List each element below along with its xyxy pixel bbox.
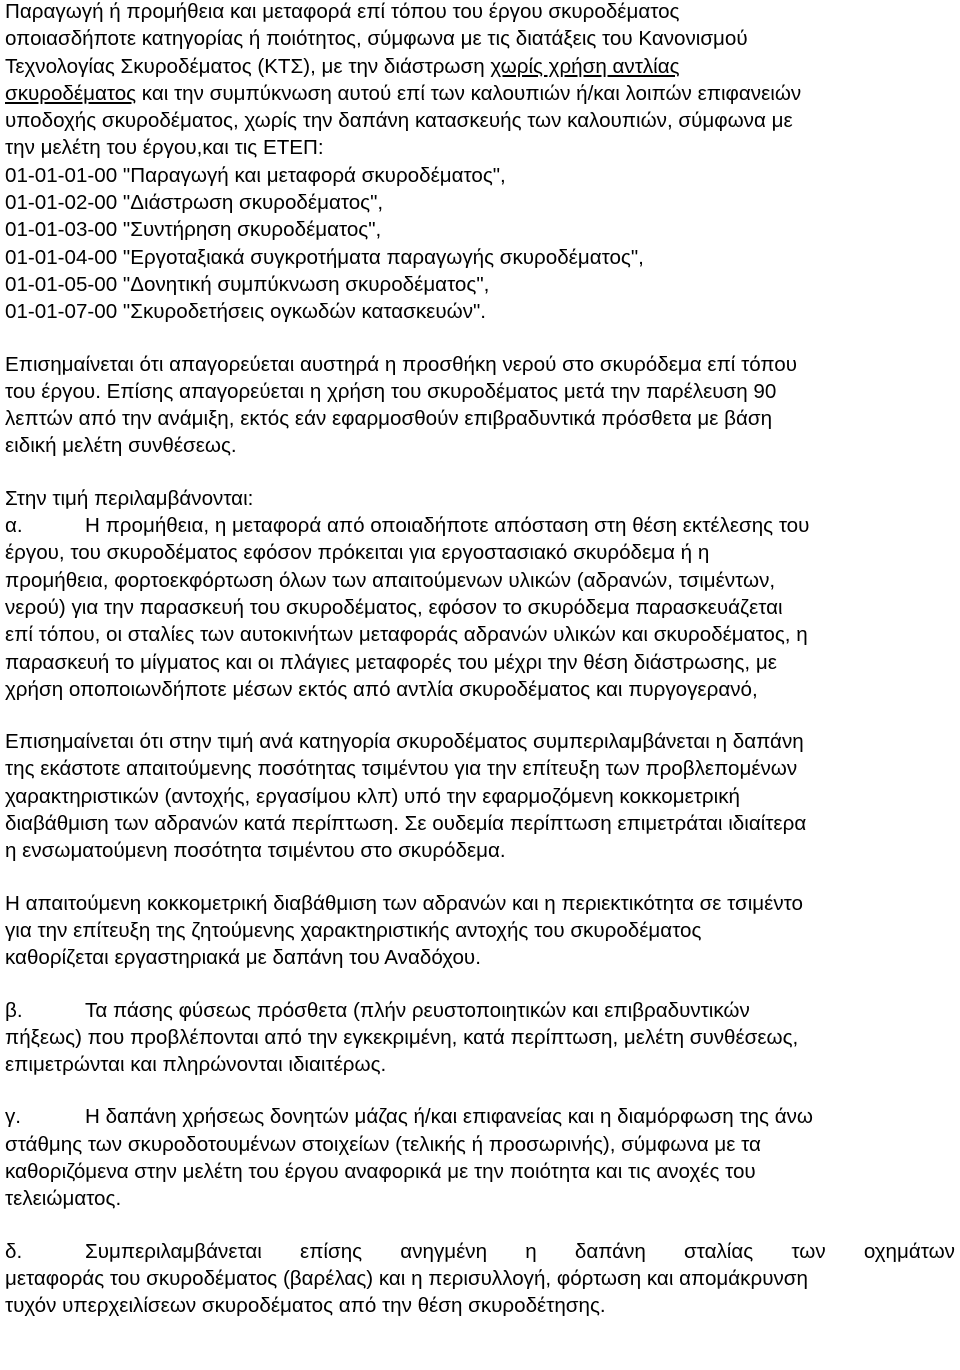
text-line: μεταφοράς του σκυροδέματος (βαρέλας) και η περισυλλογή, φόρτωση και απομάκρυνση bbox=[5, 1266, 808, 1290]
item-c bbox=[5, 1103, 955, 1212]
text-line: Επισημαίνεται ότι απαγορεύεται αυστηρά η προσθήκη νερού στο σκυρόδεμα επί τόπου bbox=[5, 352, 798, 376]
text-line: νερού) για την παρασκευή του σκυροδέματος, εφόσον το σκυρόδεμα παρασκευάζεται bbox=[5, 595, 783, 619]
spec-reference: 01-01-05-00 "Δονητική συμπύκνωση σκυροδέματος", bbox=[5, 272, 490, 296]
text-line bbox=[5, 1103, 955, 1130]
item-marker: β. bbox=[5, 998, 23, 1022]
text-line: για την επίτευξη της ζητούμενης χαρακτηριστικής αντοχής του σκυροδέματος bbox=[5, 918, 702, 942]
cement-paragraph bbox=[5, 728, 955, 864]
spec-reference: 01-01-02-00 "Διάστρωση σκυροδέματος", bbox=[5, 191, 384, 215]
word: ανηγμένη bbox=[400, 1239, 488, 1263]
text-line: παρασκευή το μίγματος και οι πλάγιες μεταφορές του μέχρι την θέση διάστρωσης, με bbox=[5, 650, 777, 674]
item-a bbox=[5, 512, 955, 703]
text-line: χρήση οποποιωνδήποτε μέσων εκτός από αντλία σκυροδέματος και πυργογερανό, bbox=[5, 677, 758, 701]
text-line: λεπτών από την ανάμιξη, εκτός εάν εφαρμοσθούν επιβραδυντικά πρόσθετα με βάση bbox=[5, 407, 773, 431]
document-page bbox=[5, 0, 955, 1319]
text-line: τελειώματος. bbox=[5, 1187, 122, 1211]
intro-paragraph bbox=[5, 0, 955, 326]
text-line: Επισημαίνεται ότι στην τιμή ανά κατηγορία σκυροδέματος συμπεριλαμβάνεται η δαπάνη bbox=[5, 730, 804, 754]
text-line: της εκάστοτε απαιτούμενης ποσότητας τσιμέντου για την επίτευξη των προβλεπομένων bbox=[5, 757, 798, 781]
text-line bbox=[5, 53, 955, 80]
word: Συμπεριλαμβάνεται bbox=[85, 1239, 262, 1263]
text-line: του έργου. Επίσης απαγορεύεται η χρήση του σκυροδέματος μετά την παρέλευση 90 bbox=[5, 379, 777, 403]
underlined-text: σκυροδέματος bbox=[5, 81, 137, 105]
text-line bbox=[5, 512, 955, 539]
text-line: η ενσωματούμενη ποσότητα τσιμέντου στο σκυρόδεμα. bbox=[5, 839, 506, 863]
word: σταλίας bbox=[684, 1239, 754, 1263]
text-line: οποιασδήποτε κατηγορίας ή ποιότητος, σύμφωνα με τις διατάξεις του Κανονισμού bbox=[5, 27, 748, 51]
text-line: επί τόπου, οι σταλίες των αυτοκινήτων μεταφοράς αδρανών υλικών και σκυροδέματος, η bbox=[5, 623, 808, 647]
text-line: υποδοχής σκυροδέματος, χωρίς την δαπάνη κατασκευής των καλουπιών, σύμφωνα με bbox=[5, 109, 793, 133]
text-segment: Τα πάσης φύσεως πρόσθετα (πλήν ρευστοποιητικών και επιβραδυντικών bbox=[85, 998, 750, 1022]
item-marker: γ. bbox=[5, 1105, 22, 1129]
text-line: καθοριζόμενα στην μελέτη του έργου αναφορικά με την ποιότητα και τις ανοχές του bbox=[5, 1159, 756, 1183]
text-line: προμήθεια, φορτοεκφόρτωση όλων των απαιτούμενων υλικών (αδρανών, τσιμέντων, bbox=[5, 568, 776, 592]
text-line: επιμετρώνται και πληρώνονται ιδιαιτέρως. bbox=[5, 1053, 387, 1077]
word: δαπάνη bbox=[574, 1239, 646, 1263]
spec-reference: 01-01-04-00 "Εργοταξιακά συγκροτήματα παραγωγής σκυροδέματος", bbox=[5, 245, 644, 269]
spec-reference: 01-01-07-00 "Σκυροδετήσεις ογκωδών κατασκευών". bbox=[5, 300, 487, 324]
text-line bbox=[5, 997, 955, 1024]
grading-paragraph bbox=[5, 890, 955, 972]
text-line bbox=[5, 80, 955, 107]
item-b bbox=[5, 997, 955, 1079]
text-segment: και την συμπύκνωση αυτού επί των καλουπιών ή/και λοιπών επιφανειών bbox=[136, 81, 802, 105]
text-line bbox=[5, 1238, 955, 1265]
text-line: τυχόν υπερχειλίσεων σκυροδέματος από την θέση σκυροδέτησης. bbox=[5, 1294, 606, 1318]
text-line: πήξεως) που προβλέπονται από την εγκεκριμένη, κατά περίπτωση, μελέτη συνθέσεως, bbox=[5, 1025, 799, 1049]
text-segment: Η δαπάνη χρήσεως δονητών μάζας ή/και επιφανείας και η διαμόρφωση της άνω bbox=[85, 1105, 813, 1129]
text-line: Η απαιτούμενη κοκκομετρική διαβάθμιση των αδρανών και η περιεκτικότητα σε τσιμέντο bbox=[5, 891, 803, 915]
underlined-text: χωρίς χρήση αντλίας bbox=[490, 54, 680, 78]
item-marker: α. bbox=[5, 514, 23, 538]
spec-reference: 01-01-01-00 "Παραγωγή και μεταφορά σκυροδέματος", bbox=[5, 163, 506, 187]
water-prohibition-paragraph bbox=[5, 351, 955, 460]
text-line: διαβάθμιση των αδρανών κατά περίπτωση. Σε ουδεμία περίπτωση επιμετράται ιδιαίτερα bbox=[5, 812, 807, 836]
text-segment: Τεχνολογίας Σκυροδέματος (ΚΤΣ), με την διάστρωση bbox=[5, 54, 491, 78]
word: των bbox=[791, 1239, 826, 1263]
text-line: στάθμης των σκυροδοτουμένων στοιχείων (τελικής ή προσωρινής), σύμφωνα με τα bbox=[5, 1132, 761, 1156]
included-heading: Στην τιμή περιλαμβάνονται: bbox=[5, 486, 254, 510]
justified-line bbox=[85, 1238, 955, 1265]
text-line: έργου, του σκυροδέματος εφόσον πρόκειται για εργοστασιακό σκυρόδεμα ή η bbox=[5, 541, 710, 565]
text-line: καθορίζεται εργαστηριακά με δαπάνη του Αναδόχου. bbox=[5, 946, 481, 970]
word: επίσης bbox=[300, 1239, 363, 1263]
spec-reference: 01-01-03-00 "Συντήρηση σκυροδέματος", bbox=[5, 218, 382, 242]
text-segment: Η προμήθεια, η μεταφορά από οποιαδήποτε απόσταση στη θέση εκτέλεσης του bbox=[85, 514, 810, 538]
item-d bbox=[5, 1238, 955, 1320]
item-marker: δ. bbox=[5, 1239, 23, 1263]
word: η bbox=[525, 1239, 537, 1263]
word: οχημάτων bbox=[863, 1239, 955, 1263]
text-line: την μελέτη του έργου,και τις ΕΤΕΠ: bbox=[5, 136, 324, 160]
text-line: χαρακτηριστικών (αντοχής, εργασίμου κλπ) υπό την εφαρμοζόμενη κοκκομετρική bbox=[5, 784, 740, 808]
text-line: Παραγωγή ή προμήθεια και μεταφορά επί τόπου του έργου σκυροδέματος bbox=[5, 0, 680, 23]
text-line: ειδική μελέτη συνθέσεως. bbox=[5, 434, 237, 458]
